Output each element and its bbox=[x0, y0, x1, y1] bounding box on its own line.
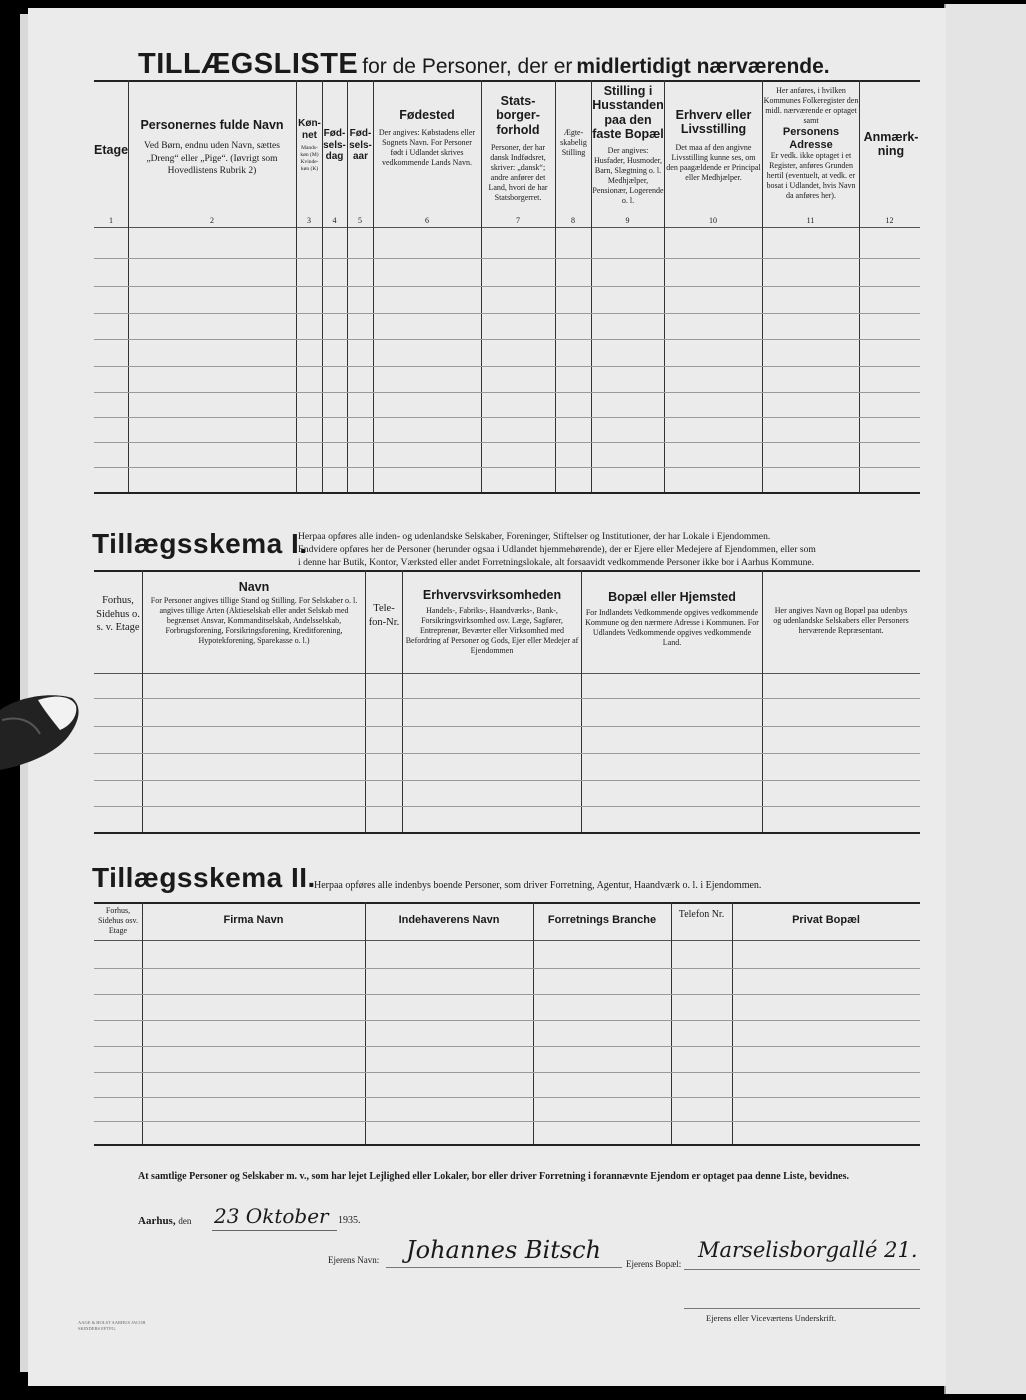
facing-page bbox=[944, 4, 1026, 1394]
table-row bbox=[94, 339, 920, 340]
owner-name-underline bbox=[386, 1267, 622, 1268]
table-row bbox=[94, 968, 920, 969]
header-foedselsaar: Fød-sels-aar bbox=[349, 128, 372, 162]
table-row bbox=[94, 313, 920, 314]
skema1-intro-line: Endvidere opføres her de Personer (herunder ogsaa i Udlandet hjemmehørende), der er Ejere eller Medejere af Ejendommen, eller som bbox=[298, 544, 816, 556]
header-statsborger bbox=[483, 94, 553, 203]
col-number: 9 bbox=[625, 216, 630, 225]
attestation-statement: At samtlige Personer og Selskaber m. v., som har lejet Lejlighed eller Lokaler, bor eller driver Forretning i forannævnte Ejendom er optaget paa denne Liste, bevidnes. bbox=[138, 1171, 849, 1182]
col-number: 3 bbox=[307, 216, 311, 225]
printer-mark: AAGE & HOLST AARHUS JACOB SKINDERS EFTFG. bbox=[78, 1320, 146, 1331]
skema2-header-telefon: Telefon Nr. bbox=[678, 909, 725, 920]
date-line bbox=[138, 1215, 191, 1227]
skema2-top-border bbox=[94, 902, 920, 904]
skema2-header-indehaver: Indehaverens Navn bbox=[398, 914, 500, 926]
header-koen-title: Køn-net bbox=[298, 118, 321, 141]
col-number: 2 bbox=[210, 216, 214, 225]
col-divider bbox=[365, 902, 366, 1144]
table-row bbox=[94, 1020, 920, 1021]
header-anmaerkning: Anmærk-ning bbox=[863, 130, 919, 159]
skema1-top-border bbox=[94, 570, 920, 572]
header-adresse-desc-top: Her anføres, i hvilken Kommunes Folkeregister den midl. nærværende er optaget samt bbox=[763, 86, 859, 125]
col-divider bbox=[581, 570, 582, 832]
header-koen-desc: Mands-køn (M) Kvinde-køn (K) bbox=[300, 145, 319, 172]
header-navn-title: Personernes fulde Navn bbox=[140, 118, 284, 132]
header-erhverv-desc: Det maa af den angivne Livsstilling kunne ses, om den paagældende er Principal eller Medhjælper. bbox=[666, 142, 761, 182]
skema1-header-navn-title: Navn bbox=[238, 580, 270, 594]
table-row bbox=[94, 1072, 920, 1073]
skema2-header-firma: Firma Navn bbox=[223, 914, 284, 926]
header-stilling-title: Stilling i Husstanden paa den faste Bopæl bbox=[592, 84, 664, 142]
skema2-title: Tillægsskema II. bbox=[92, 862, 316, 893]
handwritten-owner-address: Marselisborgallé 21. bbox=[698, 1238, 918, 1262]
signature-label: Ejerens eller Viceværtens Underskrift. bbox=[706, 1313, 837, 1323]
col-number: 7 bbox=[516, 216, 520, 225]
skema1-header-bopael-desc: For Indlandets Vedkommende opgives vedkommende Kommune og den nærmere Adresse i Kommunen. For Udlandets Vedkommende opgives vedkommende Land. bbox=[585, 608, 759, 648]
header-foedested bbox=[376, 108, 478, 168]
signature-line bbox=[684, 1308, 920, 1309]
header-statsborger-desc: Personer, der har dansk Indfødsret, skriver: „dansk“; andre anfører det Land, hvori de har Statsborgerret. bbox=[488, 143, 548, 203]
header-erhverv-title: Erhverv eller Livsstilling bbox=[675, 108, 752, 137]
header-foedselsdag: Fød-sels-dag bbox=[323, 128, 346, 162]
header-koen bbox=[297, 118, 322, 173]
header-erhverv bbox=[665, 108, 762, 183]
tillaegsliste-title bbox=[138, 48, 830, 81]
handwritten-owner-name: Johannes Bitsch bbox=[406, 1236, 602, 1264]
skema1-header-etage: Forhus, Sidehus o. s. v. Etage bbox=[96, 595, 140, 634]
col-divider bbox=[671, 902, 672, 1144]
skema1-header-bopael-title: Bopæl eller Hjemsted bbox=[608, 590, 736, 604]
table-row bbox=[94, 698, 920, 699]
header-aegteskabelig: Ægte-skabelig Stilling bbox=[560, 128, 587, 157]
table-row bbox=[94, 1121, 920, 1122]
skema2-header-etage: Forhus, Sidehus osv. Etage bbox=[98, 906, 138, 935]
col-number: 11 bbox=[806, 216, 815, 225]
owner-name-label: Ejerens Navn: bbox=[328, 1255, 380, 1265]
table-row bbox=[94, 417, 920, 418]
col-number: 6 bbox=[425, 216, 429, 225]
header-foedested-desc: Der angives: Købstadens eller Sognets Navn. For Personer født i Udlandet skrives vedkommende Lands Navn. bbox=[378, 128, 476, 168]
col-number: 12 bbox=[885, 216, 894, 225]
table-row bbox=[94, 1097, 920, 1098]
skema1-title: Tillægsskema I. bbox=[92, 528, 308, 559]
col-divider bbox=[402, 570, 403, 832]
skema2-header-branche: Forretnings Branche bbox=[547, 914, 657, 926]
col-number: 5 bbox=[358, 216, 362, 225]
col-divider bbox=[142, 570, 143, 832]
skema1-header-bopael bbox=[584, 590, 760, 648]
skema1-intro bbox=[298, 530, 924, 570]
document-page bbox=[28, 8, 946, 1386]
col-divider bbox=[533, 902, 534, 1144]
header-adresse bbox=[763, 86, 859, 201]
header-stilling bbox=[592, 84, 664, 206]
skema1-bottom-border bbox=[94, 832, 920, 834]
table-row bbox=[94, 366, 920, 367]
skema1-header-navn-desc: For Personer angives tillige Stand og Stilling. For Selskaber o. l. angives tillige Arten (Aktieselskab eller andet Selskab med begrænset Ansvar, Kommanditselskab, Andelsselskab, Forbrugsforening, Forsikringsforening, Kreditforening, Hypotekforening, Sparekasse o. l.) bbox=[150, 596, 358, 646]
skema1-header-erhverv-desc: Handels-, Fabriks-, Haandværks-, Bank-, Forsikringsvirksomhed osv. Læge, Sagfører, Entreprenør, Beværter eller Virksomhed med Befordring af Personer og Gods, Ejer eller Medejer af Ejendommen bbox=[405, 606, 579, 656]
col-number: 8 bbox=[571, 216, 575, 225]
skema1-header-erhverv bbox=[404, 588, 580, 656]
den-label: den bbox=[178, 1216, 192, 1226]
table-top-border bbox=[94, 80, 920, 82]
skema2-intro: Herpaa opføres alle indenbys boende Personer, som driver Forretning, Agentur, Haandværk o. l. i Ejendommen. bbox=[314, 880, 762, 891]
header-adresse-desc: Er vedk. ikke optaget i et Register, anføres Grunden hertil (eventuelt, at vedk. er bosat i Udlandet, hvis Navn da anføres her). bbox=[766, 151, 856, 201]
col-divider bbox=[762, 570, 763, 832]
handwritten-date: 23 Oktober bbox=[214, 1204, 329, 1228]
table-row bbox=[94, 392, 920, 393]
owner-addr-underline bbox=[684, 1269, 920, 1270]
col-number: 1 bbox=[109, 216, 113, 225]
header-adresse-title: Personens Adresse bbox=[782, 126, 840, 151]
skema1-intro-line: Herpaa opføres alle inden- og udenlandske Selskaber, Foreninger, Stiftelser og Institutioner, der har Lokale i Ejendommen. bbox=[298, 531, 771, 542]
skema1-header-border bbox=[94, 673, 920, 674]
year: 1935. bbox=[338, 1215, 361, 1226]
skema1-intro-line: i denne har Butik, Kontor, Værksted eller andet Forretningslokale, alt forsaavidt vedkommende Personer ikke bor i Aarhus Kommune. bbox=[298, 557, 815, 569]
table-row bbox=[94, 753, 920, 754]
owner-addr-label: Ejerens Bopæl: bbox=[626, 1259, 682, 1269]
col-divider bbox=[732, 902, 733, 1144]
table-row bbox=[94, 286, 920, 287]
table-row bbox=[94, 442, 920, 443]
skema1-header-repraesentant: Her angives Navn og Bopæl paa udenbys og udenlandske Selskabers eller Personers herværende Repræsentant. bbox=[773, 606, 909, 635]
skema2-bottom-border bbox=[94, 1144, 920, 1146]
skema1-header-telefon: Tele-fon-Nr. bbox=[368, 603, 400, 628]
table-row bbox=[94, 806, 920, 807]
skema1-header-navn bbox=[144, 580, 364, 646]
table-row bbox=[94, 258, 920, 259]
table-row bbox=[94, 1046, 920, 1047]
title-mid: for de Personer, der er bbox=[362, 55, 573, 78]
table-bottom-border bbox=[94, 492, 920, 494]
header-navn-desc: Ved Børn, endnu uden Navn, sættes „Dreng“ eller „Pige“. (Iøvrigt som Hovedlistens Rubrik 2) bbox=[144, 141, 280, 177]
header-foedested-title: Fødested bbox=[399, 108, 455, 122]
place: Aarhus, bbox=[138, 1215, 176, 1227]
title-bold: TILLÆGSLISTE bbox=[138, 48, 359, 80]
skema1-header-erhverv-title: Erhvervsvirksomheden bbox=[422, 588, 562, 602]
table-row bbox=[94, 780, 920, 781]
header-bottom-border bbox=[94, 227, 920, 228]
date-underline bbox=[212, 1230, 337, 1231]
header-navn bbox=[132, 118, 292, 177]
binding-clip bbox=[0, 690, 80, 780]
table-row bbox=[94, 994, 920, 995]
skema2-header-border bbox=[94, 940, 920, 941]
col-number: 4 bbox=[332, 216, 337, 225]
header-stilling-desc: Der angives: Husfader, Husmoder, Barn, Slægtning o. l. Medhjælper, Pensionær, Logerende o. l. bbox=[592, 145, 664, 205]
header-etage: Etage bbox=[94, 143, 129, 157]
title-end: midlertidigt nærværende. bbox=[576, 55, 830, 78]
table-row bbox=[94, 726, 920, 727]
skema2-header-bopael: Privat Bopæl bbox=[792, 914, 860, 926]
table-row bbox=[94, 467, 920, 468]
col-divider bbox=[142, 902, 143, 1144]
header-statsborger-title: Stats-borger-forhold bbox=[496, 94, 540, 137]
col-number: 10 bbox=[709, 216, 717, 225]
